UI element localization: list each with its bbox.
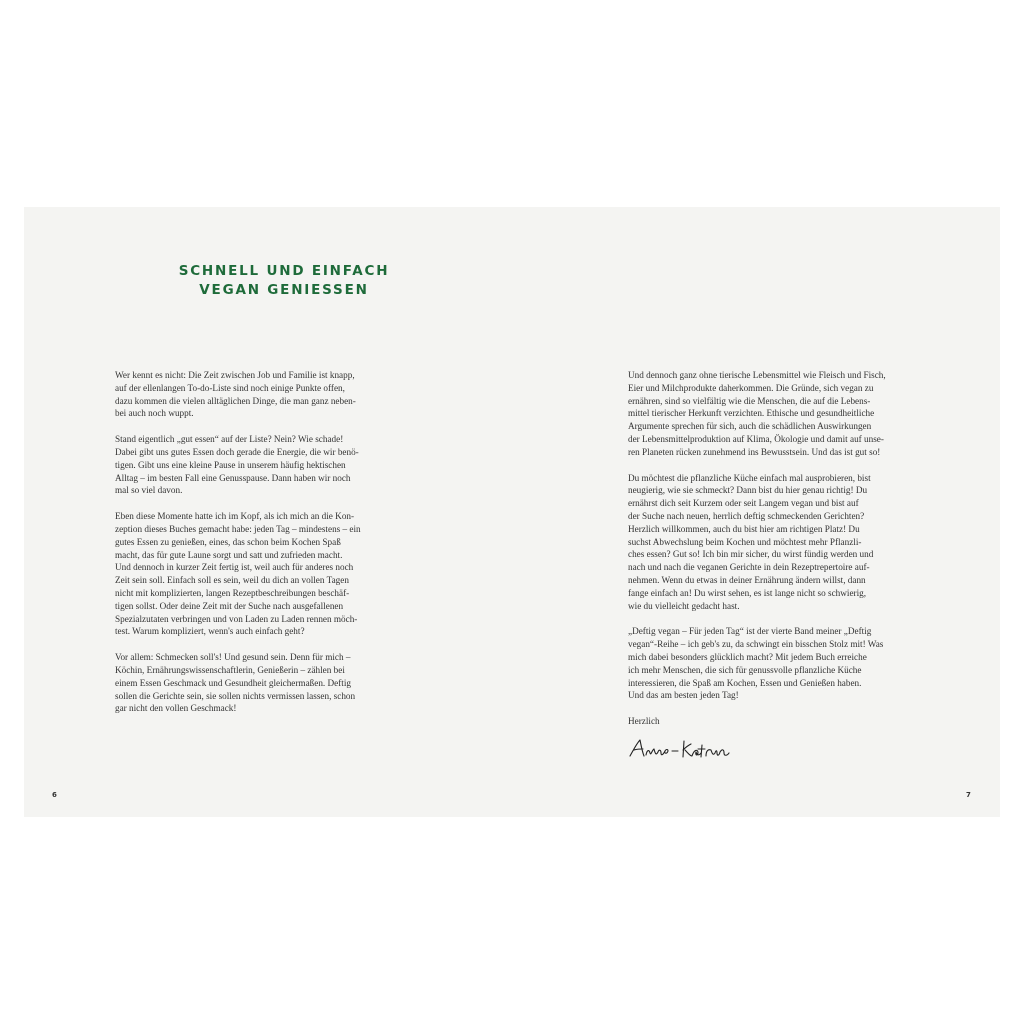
- text-line: Du möchtest die pflanzliche Küche einfach mal ausprobieren, bist: [628, 472, 871, 483]
- text-line: der Suche nach neuen, herrlich deftig schmeckenden Gerichten?: [628, 510, 865, 521]
- right-paragraph: [628, 369, 918, 459]
- closing-greeting: Herzlich: [628, 716, 660, 727]
- left-paragraph: [115, 651, 397, 715]
- text-line: ches essen? Gut so! Ich bin mir sicher, du wirst fündig werden und: [628, 549, 874, 560]
- text-line: interessieren, die Spaß am Kochen, Essen und Genießen haben.: [628, 677, 862, 688]
- text-line: Eier und Milchprodukte daherkommen. Die Gründe, sich vegan zu: [628, 382, 874, 393]
- text-line: sollen die Gerichte sein, sie sollen nichts vermissen lassen, schon: [115, 690, 356, 701]
- text-line: Spezialzutaten verbringen und von Laden zu Laden rennen möch-: [115, 613, 358, 624]
- text-line: zeption dieses Buches gemacht habe: jeden Tag – mindestens – ein: [115, 523, 361, 534]
- left-text-column: [115, 369, 397, 728]
- text-line: tigen. Gibt uns eine kleine Pause in unserem häufig hektischen: [115, 459, 346, 470]
- page-number-right: 7: [966, 791, 971, 799]
- text-line: tigen sollst. Oder deine Zeit mit der Suche nach ausgefallenen: [115, 600, 344, 611]
- text-line: auf der ellenlangen To-do-Liste sind noch einige Punkte offen,: [115, 382, 345, 393]
- text-line: Wer kennt es nicht: Die Zeit zwischen Job und Familie ist knapp,: [115, 370, 355, 380]
- text-line: Zeit sein soll. Einfach soll es sein, weil du dich an vollen Tagen: [115, 575, 349, 586]
- text-line: ernährst dich seit Kurzem oder seit Langem vegan und bist auf: [628, 498, 859, 509]
- text-line: Alltag – im besten Fall eine Genusspause. Dann haben wir noch: [115, 472, 351, 483]
- text-line: suchst Abwechslung beim Kochen und möchtest mehr Pflanzli-: [628, 536, 862, 547]
- right-paragraph: [628, 472, 918, 613]
- text-line: ich mehr Menschen, die sich für genussvolle pflanzliche Küche: [628, 664, 862, 675]
- text-line: dazu kommen die vielen alltäglichen Dinge, die man ganz neben-: [115, 395, 356, 406]
- text-line: Stand eigentlich „gut essen“ auf der Liste? Nein? Wie schade!: [115, 434, 344, 445]
- text-line: der Lebensmittelproduktion auf Klima, Ökologie und damit auf unse-: [628, 433, 884, 444]
- text-line: nach und nach die veganen Gerichte in dein Rezeptrepertoire auf-: [628, 562, 870, 573]
- chapter-title: [124, 262, 444, 300]
- text-line: wie du vielleicht gedacht hast.: [628, 600, 740, 611]
- text-line: vegan“-Reihe – ich geb's zu, da schwingt ein bisschen Stolz mit! Was: [628, 639, 884, 650]
- text-line: Argumente sprechen für sich, auch die schädlichen Auswirkungen: [628, 421, 872, 432]
- text-line: nicht mit komplizierten, langen Rezeptbeschreibungen beschäf-: [115, 587, 350, 598]
- text-line: Dabei gibt uns gutes Essen doch gerade die Energie, die wir benö-: [115, 446, 359, 457]
- right-paragraph: [628, 625, 918, 702]
- left-paragraph: [115, 369, 397, 420]
- text-line: Und das am besten jeden Tag!: [628, 690, 739, 701]
- text-line: neugierig, wie sie schmeckt? Dann bist du hier genau richtig! Du: [628, 485, 868, 496]
- text-line: Köchin, Ernährungswissenschaftlerin, Genießerin – zählen bei: [115, 664, 345, 675]
- text-line: gutes Essen zu genießen, eines, das schon beim Kochen Spaß: [115, 536, 341, 547]
- text-line: ernähren, sind so vielfältig wie die Menschen, die auf die Lebens-: [628, 395, 871, 406]
- book-spread: [24, 207, 1000, 817]
- text-line: Und dennoch ganz ohne tierische Lebensmittel wie Fleisch und Fisch,: [628, 370, 886, 380]
- chapter-title-line-1: SCHNELL UND EINFACH: [178, 263, 390, 279]
- text-line: macht, das für gute Laune sorgt und satt und zufrieden macht.: [115, 549, 343, 560]
- text-line: fange einfach an! Du wirst sehen, es ist lange nicht so schwierig,: [628, 587, 867, 598]
- text-line: mittel tierischer Herkunft verzichten. Ethische und gesundheitliche: [628, 408, 875, 419]
- right-text-column: [628, 369, 918, 741]
- text-line: mal so viel davon.: [115, 485, 183, 496]
- text-line: test. Warum kompliziert, wenn's auch einfach geht?: [115, 626, 305, 637]
- author-signature: [628, 735, 748, 761]
- text-line: Und dennoch in kurzer Zeit fertig ist, weil auch für anderes noch: [115, 562, 354, 573]
- text-line: gar nicht den vollen Geschmack!: [115, 703, 237, 714]
- text-line: „Deftig vegan – Für jeden Tag“ ist der vierte Band meiner „Deftig: [628, 626, 872, 637]
- text-line: Herzlich willkommen, auch du bist hier am richtigen Platz! Du: [628, 523, 860, 534]
- text-line: nehmen. Wenn du etwas in deiner Ernährung ändern willst, dann: [628, 574, 866, 585]
- text-line: Eben diese Momente hatte ich im Kopf, als ich mich an die Kon-: [115, 511, 355, 522]
- text-line: ren Planeten rücken zunehmend ins Bewusstsein. Und das ist gut so!: [628, 446, 881, 457]
- text-line: mich dabei besonders glücklich macht? Mit jedem Buch erreiche: [628, 651, 867, 662]
- text-line: bei auch noch wuppt.: [115, 408, 194, 419]
- text-line: einem Essen Geschmack und Gesundheit gleichermaßen. Deftig: [115, 677, 351, 688]
- left-paragraph: [115, 433, 397, 497]
- chapter-title-line-2: VEGAN GENIESSEN: [199, 282, 369, 298]
- left-paragraph: [115, 510, 397, 638]
- text-line: Vor allem: Schmecken soll's! Und gesund sein. Denn für mich –: [115, 652, 351, 663]
- page-number-left: 6: [52, 791, 57, 799]
